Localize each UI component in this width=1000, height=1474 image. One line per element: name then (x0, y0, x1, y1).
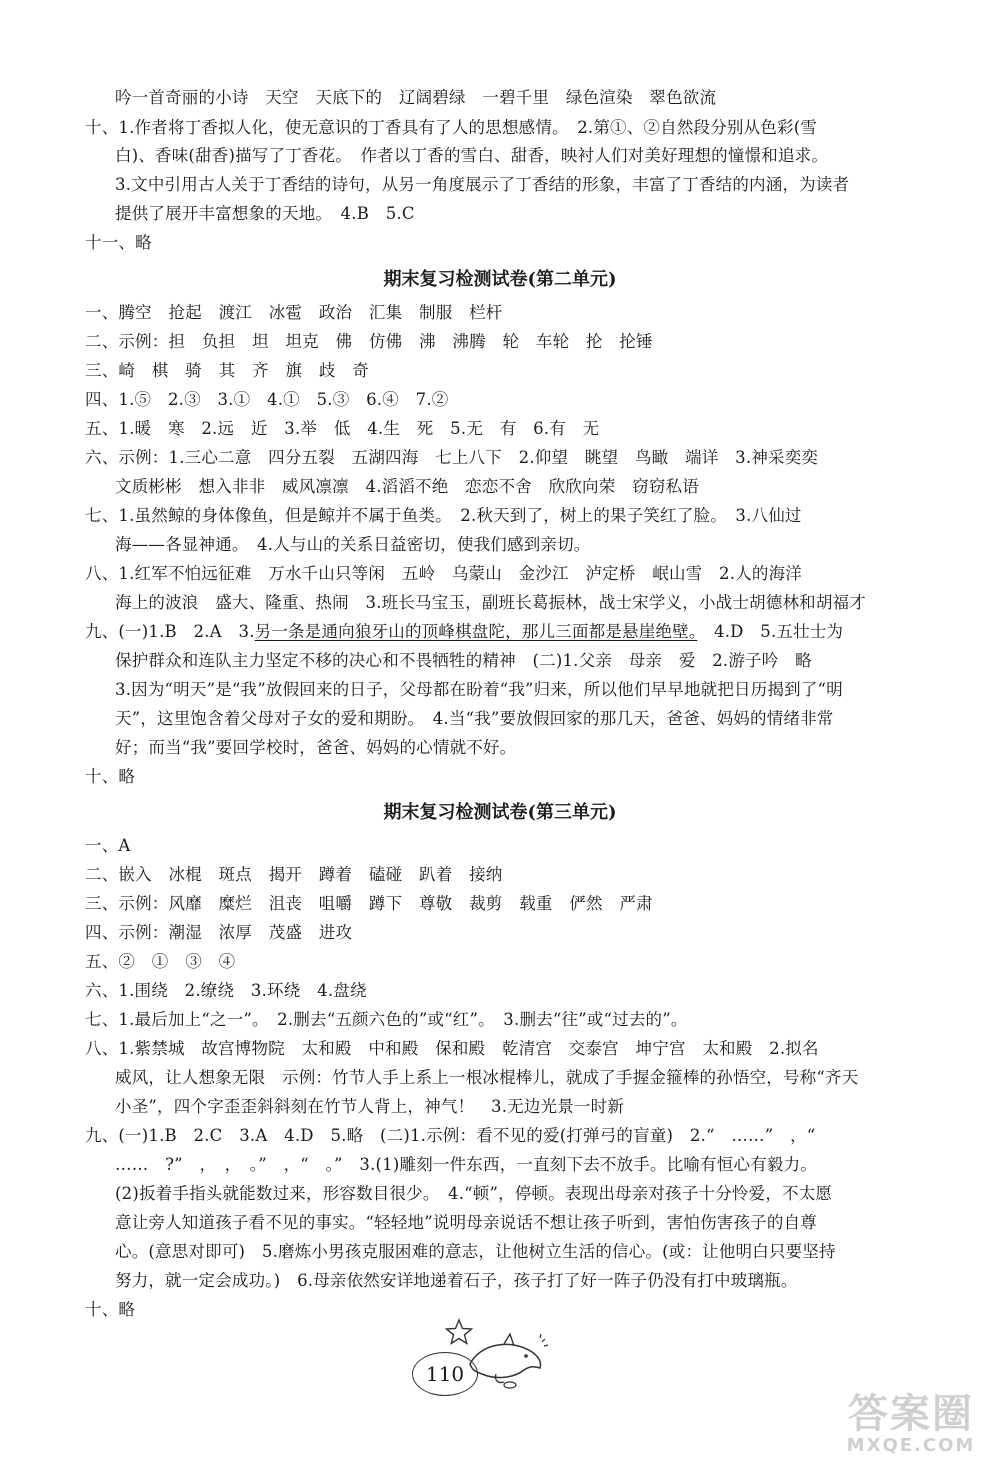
watermark (836, 1392, 986, 1462)
text-line: (2)扳着手指头就能数过来，形容数目很少。 4.“顿”，停顿。表现出母亲对孩子十分怜爱，不太愿 (115, 1184, 833, 1203)
section-title-unit-2: 期末复习检测试卷(第二单元) (383, 269, 617, 290)
text-line: 六、1.围绕 2.缭绕 3.环绕 4.盘绕 (85, 981, 367, 1000)
text-line: 白)、香味(甜香)描写了丁香花。 作者以丁香的雪白、甜香，映衬人们对美好理想的憧憬和追求。 (115, 146, 829, 165)
text-line: 心。(意思对即可) 5.磨炼小男孩克服困难的意志，让他树立生活的信心。(或：让他明白只要坚持 (115, 1242, 836, 1261)
text-line: 好；而当“我”要回学校时，爸爸、妈妈的心情就不好。 (115, 738, 517, 757)
text-line: 3.文中引用古人关于丁香结的诗句，从另一角度展示了丁香结的形象，丰富了丁香结的内涵，为读者 (115, 175, 850, 194)
q9-suffix: 4.D 5.五壮士为 (697, 622, 844, 641)
watermark-chinese: 答案圈 (848, 1391, 974, 1437)
text-line: 七、1.虽然鲸的身体像鱼，但是鲸并不属于鱼类。 2.秋天到了，树上的果子笑红了脸。 3.八仙过 (85, 506, 802, 525)
text-line: 保护群众和连队主力坚定不移的决心和不畏牺牲的精神 (二)1.父亲 母亲 爱 2.游子吟 略 (115, 651, 812, 670)
page-number: 110 (412, 1352, 478, 1396)
text-line: 四、示例：潮湿 浓厚 茂盛 进攻 (85, 923, 353, 942)
text-line: 八、1.紫禁城 故宫博物院 太和殿 中和殿 保和殿 乾清宫 交泰宫 坤宁宫 太和殿 2.拟名 (85, 1039, 819, 1058)
q9-prefix: 九、(一)1.B 2.A 3. (85, 622, 255, 641)
section-title-unit-3: 期末复习检测试卷(第三单元) (383, 802, 617, 823)
text-line: 3.因为“明天”是“我”放假回来的日子，父母都在盼着“我”归来，所以他们早早地就把日历揭到了“明 (115, 680, 843, 699)
text-line: 努力，就一定会成功。) 6.母亲依然安详地递着石子，孩子打了好一阵子仍没有打中玻璃瓶。 (115, 1271, 798, 1290)
text-line: 六、示例：1.三心二意 四分五裂 五湖四海 七上八下 2.仰望 眺望 鸟瞰 端详 3.神采奕奕 (85, 448, 819, 467)
text-line: 一、A (85, 836, 131, 855)
text-line: 五、1.暖 寒 2.远 近 3.举 低 4.生 死 5.无 有 6.有 无 (85, 419, 600, 438)
q9-underlined-answer: 另一条是通向狼牙山的顶峰棋盘陀，那儿三面都是悬崖绝壁。 (254, 622, 698, 641)
text-line: 七、1.最后加上“之一”。 2.删去“五颜六色的”或“红”。 3.删去“往”或“过去的”。 (85, 1010, 688, 1029)
text-line: 五、② ① ③ ④ (85, 952, 236, 971)
text-line: 提供了展开丰富想象的天地。 4.B 5.C (115, 204, 415, 223)
text-line: 海——各显神通。 4.人与山的关系日益密切，使我们感到亲切。 (115, 535, 591, 554)
text-line: 十、略 (85, 1300, 136, 1319)
text-line: 威风，让人想象无限 示例：竹节人手上系上一根冰棍棒儿，就成了手握金箍棒的孙悟空，号称“齐天 (115, 1068, 859, 1087)
text-line: 三、示例：风靡 糜烂 沮丧 咀嚼 蹲下 尊敬 裁剪 载重 俨然 严肃 (85, 894, 653, 913)
text-line: 九、(一)1.B 2.C 3.A 4.D 5.略 (二)1.示例：看不见的爱(打弹弓的盲童) 2.“ ……” ，“ (85, 1126, 816, 1145)
text-line: 三、崎 棋 骑 其 齐 旗 歧 奇 (85, 361, 369, 380)
text-line: 文质彬彬 想入非非 威风凛凛 4.滔滔不绝 恋恋不舍 欣欣向荣 窃窃私语 (115, 477, 699, 496)
text-line: 四、1.⑤ 2.③ 3.① 4.① 5.③ 6.④ 7.② (85, 390, 449, 409)
text-line: 天”，这里饱含着父母对子女的爱和期盼。 4.当“我”要放假回家的那几天，爸爸、妈妈的情绪非常 (115, 709, 834, 728)
text-line: 海上的波浪 盛大、隆重、热闹 3.班长马宝玉，副班长葛振林，战士宋学义，小战士胡德林和胡福才 (115, 593, 866, 612)
text-line: 一、腾空 抢起 渡江 冰雹 政治 汇集 制服 栏杆 (85, 303, 503, 322)
text-line: 吟一首奇丽的小诗 天空 天底下的 辽阔碧绿 一碧千里 绿色渲染 翠色欲流 (115, 88, 717, 107)
text-line: 十、1.作者将丁香拟人化，使无意识的丁香具有了人的思想感情。 2.第①、②自然段分别从色彩(雪 (85, 118, 818, 137)
text-line: 十一、略 (85, 233, 152, 252)
text-line: 十、略 (85, 767, 136, 786)
text-line: 二、嵌入 冰棍 斑点 揭开 蹲着 磕碰 趴着 接纳 (85, 865, 503, 884)
text-line: 意让旁人知道孩子看不见的事实。“轻轻地”说明母亲说话不想让孩子听到，害怕伤害孩子的自尊 (115, 1213, 817, 1232)
text-line: …… ?” ， ， 。” ，“ 。” 3.(1)雕刻一件东西，一直刻下去不放手。比喻有恒心有毅力。 (115, 1155, 818, 1174)
text-line-q9 (85, 621, 843, 643)
watermark-latin: MXQE.COM (846, 1435, 976, 1456)
text-line: 二、示例：担 负担 坦 坦克 佛 仿佛 沸 沸腾 轮 车轮 抡 抡锤 (85, 332, 653, 351)
text-line: 八、1.红军不怕远征难 万水千山只等闲 五岭 乌蒙山 金沙江 泸定桥 岷山雪 2.人的海洋 (85, 564, 802, 583)
text-line: 小圣”，四个字歪歪斜斜刻在竹节人背上，神气！ 3.无边光景一时新 (115, 1097, 625, 1116)
